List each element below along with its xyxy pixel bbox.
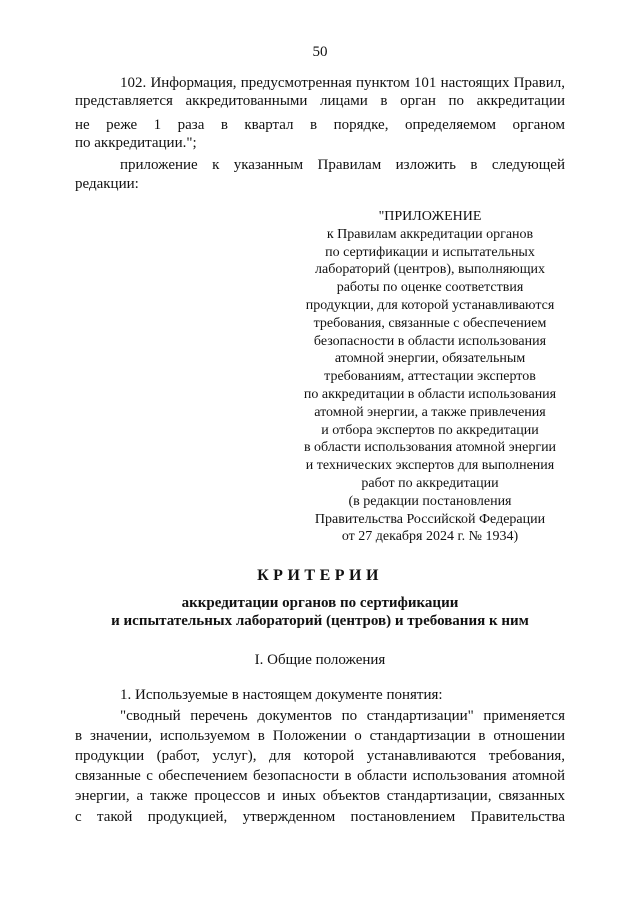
appendix-line: продукции, для которой устанавливаются (305, 297, 555, 313)
appendix-line: (в редакции постановления (348, 493, 512, 509)
body-line: с такой продукцией, утвержденном постановлением Правительства (75, 809, 565, 825)
appendix-line: работы по оценке соответствия (336, 280, 524, 296)
appendix-line: требования, связанные с обеспечением (313, 315, 547, 331)
intro-line: представляется аккредитованными лицами в орган по аккредитации (75, 93, 565, 109)
appendix-line: и технических экспертов для выполнения (305, 458, 555, 474)
appendix-line: Правительства Российской Федерации (314, 511, 546, 527)
appendix-line: атомной энергии, а также привлечения (314, 404, 546, 420)
appendix-line: работ по аккредитации (361, 475, 499, 491)
appendix-line: к Правилам аккредитации органов (326, 226, 534, 242)
appendix-line: и отбора экспертов по аккредитации (321, 422, 539, 438)
appendix-line: атомной энергии, обязательным (334, 351, 526, 367)
appendix-line: по аккредитации в области использования (303, 386, 557, 402)
section-title: I. Общие положения (254, 652, 386, 668)
criteria-title: КРИТЕРИИ (257, 567, 383, 584)
page-number: 50 (312, 44, 328, 60)
appendix-header (282, 208, 578, 546)
criteria-subtitle-line: аккредитации органов по сертификации (181, 595, 459, 611)
body-line: продукции (работ, услуг), для которой устанавливаются требования, (75, 748, 565, 764)
body-line: в значении, используемом в Положении о стандартизации в отношении (75, 728, 565, 744)
body-line: связанные с обеспечением безопасности в области использования атомной (75, 768, 565, 784)
intro-line: 102. Информация, предусмотренная пунктом 101 настоящих Правил, (120, 75, 565, 91)
appendix-line: "ПРИЛОЖЕНИЕ (378, 209, 482, 224)
appendix-line: в области использования атомной энергии (303, 440, 557, 456)
intro-line: редакции: (75, 176, 139, 192)
body-line: 1. Используемые в настоящем документе понятия: (120, 687, 443, 703)
body-line: энергии, а также процессов и иных объектов стандартизации, связанных (75, 788, 565, 804)
appendix-line: безопасности в области использования (313, 333, 547, 349)
appendix-line: лабораторий (центров), выполняющих (315, 262, 545, 278)
appendix-line: от 27 декабря 2024 г. № 1934) (341, 529, 519, 545)
intro-line: не реже 1 раза в квартал в порядке, определяемом органом (75, 117, 565, 133)
appendix-line: по сертификации и испытательных (325, 244, 535, 260)
body-line: "сводный перечень документов по стандартизации" применяется (120, 708, 565, 724)
appendix-line: требованиям, аттестации экспертов (324, 369, 536, 385)
intro-line: по аккредитации."; (75, 135, 197, 151)
criteria-subtitle-line: и испытательных лабораторий (центров) и требования к ним (111, 613, 529, 629)
intro-line: приложение к указанным Правилам изложить в следующей (120, 157, 565, 173)
